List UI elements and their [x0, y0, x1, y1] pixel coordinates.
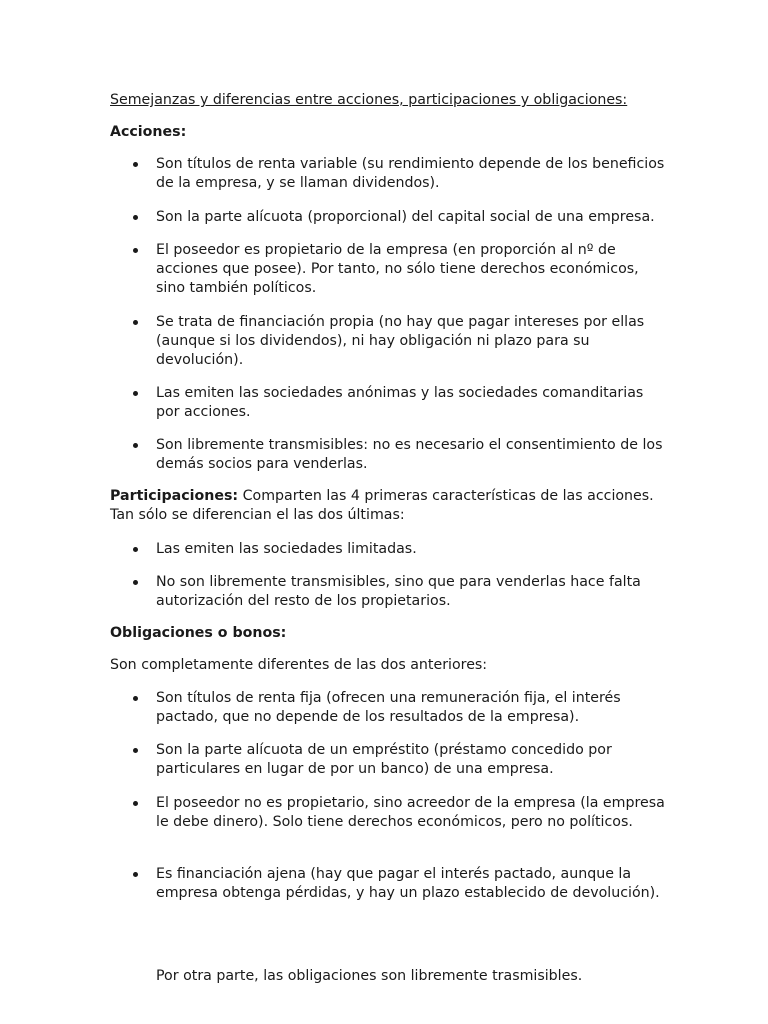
- list-item-text: Son la parte alícuota (proporcional) del capital social de una empresa.: [156, 209, 655, 225]
- list-item: [110, 794, 670, 832]
- obligaciones-intro: Son completamente diferentes de las dos anteriores:: [110, 657, 488, 673]
- bullet-icon: [133, 162, 138, 167]
- bullet-icon: [133, 872, 138, 877]
- list-item: [110, 436, 670, 474]
- list-item: [110, 573, 670, 611]
- list-item-text: Son títulos de renta fija (ofrecen una remuneración fija, el interés pactado, que no depende de los resultados de la empresa).: [156, 690, 621, 725]
- list-item: [110, 540, 670, 559]
- bullet-icon: [133, 443, 138, 448]
- list-item: [110, 689, 670, 727]
- bullet-icon: [133, 580, 138, 585]
- bullet-icon: [133, 320, 138, 325]
- list-item-text: El poseedor no es propietario, sino acreedor de la empresa (la empresa le debe dinero). Solo tiene derechos económicos, pero no políticos.: [156, 795, 665, 830]
- list-item-text: Es financiación ajena (hay que pagar el interés pactado, aunque la empresa obtenga pérdidas, y hay un plazo establecido de devolución).: [156, 866, 660, 901]
- bullet-icon: [133, 801, 138, 806]
- acciones-heading: Acciones:: [110, 124, 187, 140]
- list-item-text: Son libremente transmisibles: no es necesario el consentimiento de los demás socios para venderlas.: [156, 437, 663, 472]
- participaciones-paragraph: [110, 487, 670, 525]
- participaciones-heading: Participaciones:: [110, 488, 239, 504]
- participaciones-intro: Comparten las 4 primeras características de las acciones. Tan sólo se diferencian el las dos últimas:: [110, 488, 654, 523]
- bullet-icon: [133, 547, 138, 552]
- bullet-icon: [133, 248, 138, 253]
- bullet-icon: [133, 215, 138, 220]
- list-item-text: No son libremente transmisibles, sino que para venderlas hace falta autorización del resto de los propietarios.: [156, 574, 641, 609]
- list-item: [110, 741, 670, 779]
- closing-paragraph: Por otra parte, las obligaciones son libremente trasmisibles.: [156, 968, 583, 984]
- bullet-icon: [133, 696, 138, 701]
- list-item-text: El poseedor es propietario de la empresa (en proporción al nº de acciones que posee). Por tanto, no sólo tiene derechos económicos, sino también políticos.: [156, 242, 639, 296]
- list-item: [110, 241, 670, 298]
- bullet-icon: [133, 391, 138, 396]
- list-item: [110, 865, 670, 903]
- list-item-text: Las emiten las sociedades anónimas y las sociedades comanditarias por acciones.: [156, 385, 644, 420]
- list-item-text: Las emiten las sociedades limitadas.: [156, 541, 417, 557]
- list-item: [110, 155, 670, 193]
- list-item-text: Son títulos de renta variable (su rendimiento depende de los beneficios de la empresa, y se llaman dividendos).: [156, 156, 665, 191]
- document-title: Semejanzas y diferencias entre acciones, participaciones y obligaciones:: [110, 92, 628, 108]
- obligaciones-heading: Obligaciones o bonos:: [110, 625, 287, 641]
- bullet-icon: [133, 748, 138, 753]
- list-item: [110, 313, 670, 370]
- list-item: [110, 208, 670, 227]
- list-item-text: Se trata de financiación propia (no hay que pagar intereses por ellas (aunque si los dividendos), ni hay obligación ni plazo para su devolución).: [156, 314, 645, 368]
- list-item-text: Son la parte alícuota de un empréstito (préstamo concedido por particulares en lugar de por un banco) de una empresa.: [156, 742, 612, 777]
- list-item: [110, 384, 670, 422]
